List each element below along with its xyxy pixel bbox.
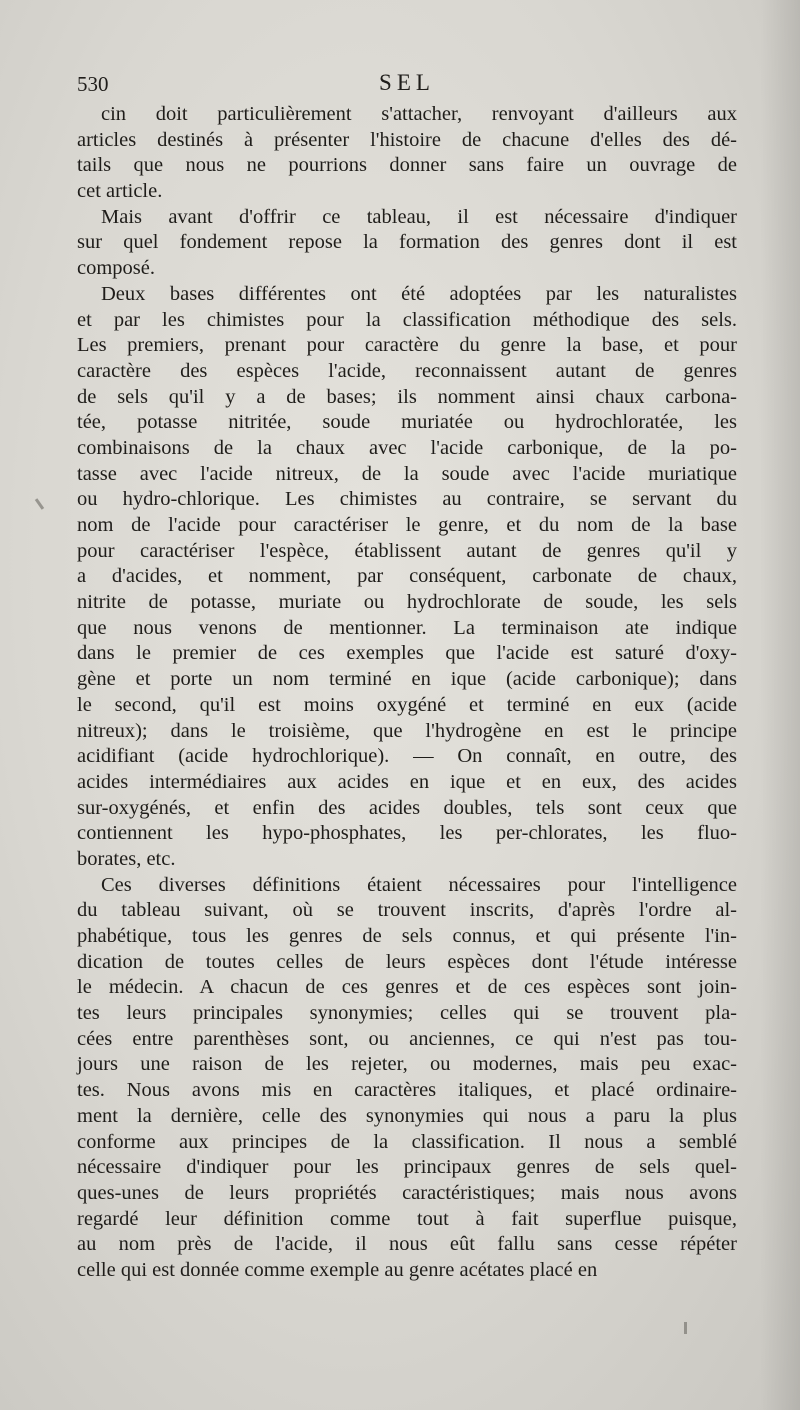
text-line: le médecin. A chacun de ces genres et de ces espèces sont join- [77, 976, 737, 999]
text-line: gène et porte un nom terminé en ique (acide carbonique); dans [77, 668, 737, 691]
text-line: nitreux); dans le troisième, que l'hydrogène en est le principe [77, 719, 737, 742]
text-line: cet article. [77, 180, 163, 203]
text-line: nécessaire d'indiquer pour les principaux genres de sels quel- [77, 1156, 737, 1179]
text-line: acides intermédiaires aux acides en ique et en eux, des acides [77, 770, 737, 793]
text-line: Les premiers, prenant pour caractère du genre la base, et pour [77, 334, 737, 357]
text-line: ou hydro-chlorique. Les chimistes au contraire, se servant du [77, 488, 737, 511]
page-edge-shadow [760, 0, 800, 1410]
text-line: tes leurs principales synonymies; celles qui se trouvent pla- [77, 1002, 737, 1025]
text-line: acidifiant (acide hydrochlorique). — On connaît, en outre, des [77, 745, 737, 768]
text-line: tasse avec l'acide nitreux, de la soude avec l'acide muriatique [77, 462, 737, 485]
text-line: que nous venons de mentionner. La terminaison ate indique [77, 616, 737, 639]
text-line: pour caractériser l'espèce, établissent autant de genres qu'il y [77, 539, 737, 562]
paper-speck [684, 1322, 687, 1334]
text-line: nom de l'acide pour caractériser le genre, et du nom de la base [77, 514, 737, 536]
text-line: nitrite de potasse, muriate ou hydrochlorate de soude, les sels [77, 591, 737, 614]
running-head: SEL [379, 70, 435, 95]
text-line: phabétique, tous les genres de sels connus, et qui présente l'in- [77, 925, 737, 947]
text-line: caractère des espèces l'acide, reconnaissent autant de genres [77, 359, 737, 382]
text-line: sur-oxygénés, et enfin des acides doubles, tels sont ceux que [77, 796, 737, 819]
text-line: Deux bases différentes ont été adoptées par les naturalistes [101, 282, 737, 305]
text-line: contiennent les hypo-phosphates, les per-chlorates, les fluo- [77, 822, 737, 845]
body-text [77, 102, 737, 1284]
text-line: articles destinés à présenter l'histoire de chacune d'elles des dé- [77, 128, 737, 151]
text-line: au nom près de l'acide, il nous eût fallu sans cesse répéter [77, 1233, 737, 1256]
text-line: composé. [77, 257, 155, 280]
text-line: et par les chimistes pour la classification méthodique des sels. [77, 308, 737, 331]
text-line: cées entre parenthèses sont, ou anciennes, ce qui n'est pas tou- [77, 1027, 737, 1050]
text-line: Ces diverses définitions étaient nécessaires pour l'intelligence [101, 873, 737, 896]
text-line: tée, potasse nitritée, soude muriatée ou hydrochloratée, les [77, 411, 737, 434]
paper-speck [35, 498, 44, 510]
text-line: conforme aux principes de la classification. Il nous a semblé [77, 1130, 737, 1153]
text-line: cin doit particulièrement s'attacher, renvoyant d'ailleurs aux [101, 103, 737, 125]
text-line: tails que nous ne pourrions donner sans faire un ouvrage de [77, 154, 737, 177]
text-line: a d'acides, et nomment, par conséquent, carbonate de chaux, [77, 565, 737, 588]
text-line: combinaisons de la chaux avec l'acide carbonique, de la po- [77, 436, 737, 459]
text-line: jours une raison de les rejeter, ou modernes, mais peu exac- [77, 1053, 737, 1076]
page-header [77, 72, 737, 102]
text-line: de sels qu'il y a de bases; ils nomment ainsi chaux carbona- [77, 385, 737, 408]
text-line: Mais avant d'offrir ce tableau, il est nécessaire d'indiquer [101, 205, 737, 228]
text-line: le second, qu'il est moins oxygéné et terminé en eux (acide [77, 693, 737, 716]
text-line: borates, etc. [77, 847, 176, 870]
text-line: dans le premier de ces exemples que l'acide est saturé d'oxy- [77, 642, 737, 665]
text-line: ment la dernière, celle des synonymies qui nous a paru la plus [77, 1104, 737, 1127]
text-line: tes. Nous avons mis en caractères italiques, et placé ordinaire- [77, 1079, 737, 1102]
text-line: sur quel fondement repose la formation des genres dont il est [77, 231, 737, 254]
text-line: ques-unes de leurs propriétés caractéristiques; mais nous avons [77, 1181, 737, 1204]
text-line: dication de toutes celles de leurs espèces dont l'étude intéresse [77, 950, 737, 973]
text-line: regardé leur définition comme tout à fait superflue puisque, [77, 1207, 737, 1230]
page-number: 530 [77, 72, 109, 96]
text-line: du tableau suivant, où se trouvent inscrits, d'après l'ordre al- [77, 899, 737, 922]
text-line: celle qui est donnée comme exemple au genre acétates placé en [77, 1258, 598, 1281]
